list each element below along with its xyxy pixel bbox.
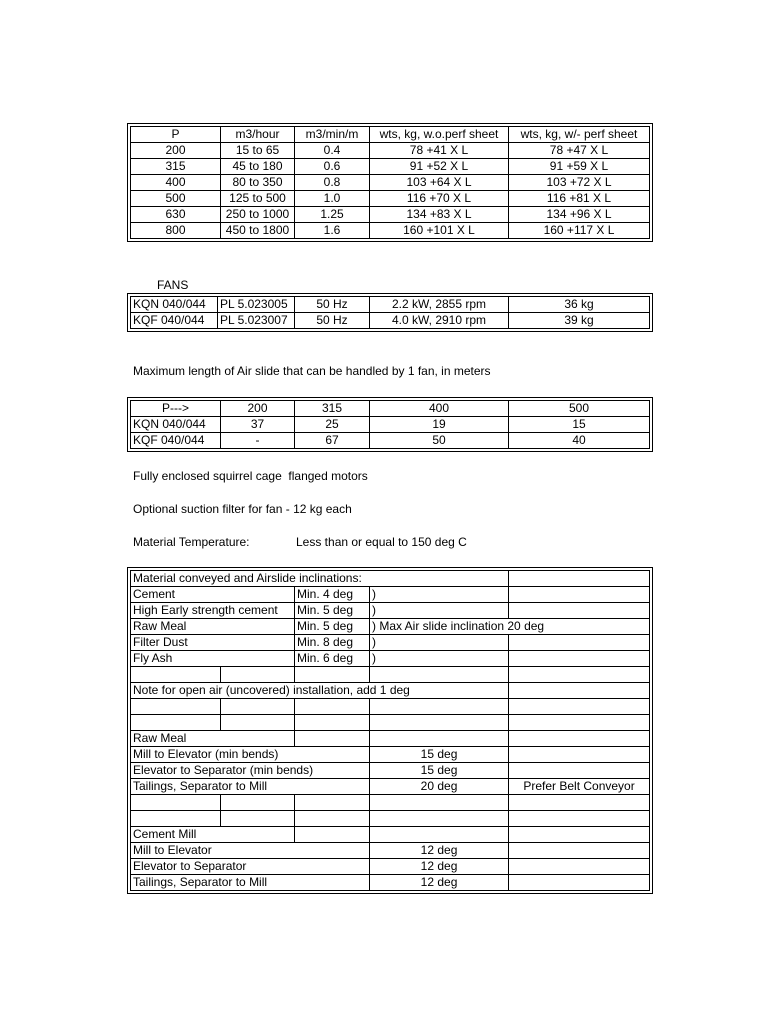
table-row	[131, 747, 650, 763]
filter-note: Optional suction filter for fan - 12 kg each	[133, 502, 352, 516]
table-cell	[509, 587, 650, 603]
min-inclination: Min. 6 deg	[295, 651, 370, 667]
table-cell: KQN 040/044	[131, 297, 218, 313]
material-name: Fly Ash	[131, 651, 295, 667]
table-cell	[509, 827, 650, 843]
table-row	[131, 843, 650, 859]
min-inclination: Min. 5 deg	[295, 603, 370, 619]
table-cell	[370, 811, 509, 827]
table-cell	[370, 795, 509, 811]
table-row	[131, 699, 650, 715]
column-header: 500	[509, 401, 650, 417]
section-title: Cement Mill	[131, 827, 295, 843]
route-inclination: 15 deg	[370, 763, 509, 779]
table-cell: 40	[509, 433, 650, 449]
table-cell: 0.4	[295, 143, 370, 159]
table-cell: 500	[131, 191, 221, 207]
inclinations-table	[130, 570, 650, 891]
table-cell	[295, 699, 370, 715]
table-cell	[221, 795, 295, 811]
table-cell: 50	[370, 433, 509, 449]
table-row	[131, 763, 650, 779]
table-row	[131, 635, 650, 651]
bracket-note: )	[370, 603, 509, 619]
table-cell	[509, 811, 650, 827]
table-cell: 250 to 1000	[221, 207, 295, 223]
table-row	[131, 191, 650, 207]
route-remark	[509, 747, 650, 763]
column-header: P--->	[131, 401, 221, 417]
table-cell: 50 Hz	[295, 313, 370, 329]
table-cell: KQF 040/044	[131, 433, 221, 449]
table-row	[131, 683, 650, 699]
table-row	[131, 827, 650, 843]
column-header: 400	[370, 401, 509, 417]
table-cell: KQF 040/044	[131, 313, 218, 329]
table-row	[131, 619, 650, 635]
table-cell: 1.6	[295, 223, 370, 239]
route-name: Elevator to Separator (min bends)	[131, 763, 370, 779]
table-row	[131, 731, 650, 747]
bracket-note: )	[370, 635, 509, 651]
material-name: Filter Dust	[131, 635, 295, 651]
table-cell	[221, 699, 295, 715]
table-row	[131, 667, 650, 683]
table-row	[131, 297, 650, 313]
table-cell	[509, 603, 650, 619]
table-cell	[295, 795, 370, 811]
table-cell	[509, 651, 650, 667]
temperature-label: Material Temperature:	[133, 535, 250, 549]
table-cell: 116 +81 X L	[509, 191, 650, 207]
column-header: 315	[295, 401, 370, 417]
table-cell: 50 Hz	[295, 297, 370, 313]
route-inclination: 12 deg	[370, 859, 509, 875]
table-cell: 67	[295, 433, 370, 449]
motors-note: Fully enclosed squirrel cage flanged motors	[133, 469, 368, 483]
table-cell: 315	[131, 159, 221, 175]
table-cell: 78 +47 X L	[509, 143, 650, 159]
sizes-table	[130, 126, 650, 239]
route-remark	[509, 843, 650, 859]
route-remark: Prefer Belt Conveyor	[509, 779, 650, 795]
table-cell: 125 to 500	[221, 191, 295, 207]
temperature-value: Less than or equal to 150 deg C	[296, 535, 467, 549]
table-cell	[131, 715, 221, 731]
column-header: wts, kg, w.o.perf sheet	[370, 127, 509, 143]
column-header: m3/min/m	[295, 127, 370, 143]
table-cell: PL 5.023007	[218, 313, 295, 329]
route-name: Elevator to Separator	[131, 859, 370, 875]
table-cell: 450 to 1800	[221, 223, 295, 239]
column-header: P	[131, 127, 221, 143]
table-row	[131, 207, 650, 223]
table-cell	[370, 827, 509, 843]
table-cell	[295, 731, 370, 747]
fans-label: FANS	[157, 278, 189, 292]
table-cell	[295, 715, 370, 731]
table-cell	[370, 715, 509, 731]
table-cell: 160 +117 X L	[509, 223, 650, 239]
table-cell	[370, 667, 509, 683]
table-cell	[295, 827, 370, 843]
route-inclination: 15 deg	[370, 747, 509, 763]
table-row	[131, 795, 650, 811]
table-cell	[509, 699, 650, 715]
column-header: 200	[221, 401, 295, 417]
column-header: m3/hour	[221, 127, 295, 143]
table-row	[131, 587, 650, 603]
route-name: Mill to Elevator	[131, 843, 370, 859]
bracket-note: )	[370, 587, 509, 603]
route-remark	[509, 859, 650, 875]
table-header-row	[131, 127, 650, 143]
table-cell: 36 kg	[509, 297, 650, 313]
min-inclination: Min. 5 deg	[295, 619, 370, 635]
column-header: wts, kg, w/- perf sheet	[509, 127, 650, 143]
table-cell: 1.25	[295, 207, 370, 223]
table-row	[131, 811, 650, 827]
table-cell: 160 +101 X L	[370, 223, 509, 239]
table-cell: 15 to 65	[221, 143, 295, 159]
table-cell: PL 5.023005	[218, 297, 295, 313]
table-cell: 4.0 kW, 2910 rpm	[370, 313, 509, 329]
material-name: High Early strength cement	[131, 603, 295, 619]
table-cell: 103 +64 X L	[370, 175, 509, 191]
table-cell	[221, 715, 295, 731]
table-cell	[221, 667, 295, 683]
section-title: Material conveyed and Airslide inclinations:	[131, 571, 509, 587]
table-row	[131, 223, 650, 239]
table-cell: 1.0	[295, 191, 370, 207]
table-cell	[509, 795, 650, 811]
table-cell	[509, 731, 650, 747]
bracket-note: )	[370, 651, 509, 667]
table-cell	[131, 795, 221, 811]
route-remark	[509, 875, 650, 891]
min-inclination: Min. 8 deg	[295, 635, 370, 651]
section-title: Raw Meal	[131, 731, 295, 747]
route-inclination: 12 deg	[370, 843, 509, 859]
route-inclination: 20 deg	[370, 779, 509, 795]
table-cell	[295, 667, 370, 683]
table-cell: 134 +83 X L	[370, 207, 509, 223]
table-cell	[221, 811, 295, 827]
table-cell: 400	[131, 175, 221, 191]
table-cell	[509, 715, 650, 731]
table-cell: 630	[131, 207, 221, 223]
table-cell: 2.2 kW, 2855 rpm	[370, 297, 509, 313]
route-name: Mill to Elevator (min bends)	[131, 747, 370, 763]
table-cell	[509, 635, 650, 651]
material-name: Raw Meal	[131, 619, 295, 635]
table-cell	[509, 667, 650, 683]
table-cell	[295, 811, 370, 827]
table-row	[131, 433, 650, 449]
table-cell: 39 kg	[509, 313, 650, 329]
route-inclination: 12 deg	[370, 875, 509, 891]
table-cell: 80 to 350	[221, 175, 295, 191]
table-row	[131, 603, 650, 619]
table-row	[131, 143, 650, 159]
table-row	[131, 715, 650, 731]
table-cell: 0.8	[295, 175, 370, 191]
table-cell: KQN 040/044	[131, 417, 221, 433]
max-length-caption: Maximum length of Air slide that can be handled by 1 fan, in meters	[133, 364, 491, 378]
table-cell: 103 +72 X L	[509, 175, 650, 191]
table-cell: 19	[370, 417, 509, 433]
table-cell: 78 +41 X L	[370, 143, 509, 159]
table-header-row	[131, 401, 650, 417]
table-row	[131, 417, 650, 433]
table-row	[131, 571, 650, 587]
table-row	[131, 159, 650, 175]
table-cell: 37	[221, 417, 295, 433]
route-remark	[509, 763, 650, 779]
open-air-note: Note for open air (uncovered) installation, add 1 deg	[131, 683, 509, 699]
table-row	[131, 175, 650, 191]
table-cell	[131, 667, 221, 683]
bracket-note: ) Max Air slide inclination 20 deg	[370, 619, 650, 635]
table-cell: 116 +70 X L	[370, 191, 509, 207]
fans-table	[130, 296, 650, 329]
table-cell	[509, 683, 650, 699]
table-cell	[509, 571, 650, 587]
material-name: Cement	[131, 587, 295, 603]
table-row	[131, 651, 650, 667]
table-cell: 91 +52 X L	[370, 159, 509, 175]
table-cell	[131, 811, 221, 827]
max-length-table	[130, 400, 650, 449]
table-cell: 0.6	[295, 159, 370, 175]
table-cell: 800	[131, 223, 221, 239]
min-inclination: Min. 4 deg	[295, 587, 370, 603]
table-row	[131, 779, 650, 795]
table-cell: 15	[509, 417, 650, 433]
table-cell: 200	[131, 143, 221, 159]
route-name: Tailings, Separator to Mill	[131, 875, 370, 891]
table-cell: 134 +96 X L	[509, 207, 650, 223]
route-name: Tailings, Separator to Mill	[131, 779, 370, 795]
table-cell	[131, 699, 221, 715]
table-row	[131, 859, 650, 875]
table-cell: -	[221, 433, 295, 449]
table-cell: 25	[295, 417, 370, 433]
table-cell	[370, 731, 509, 747]
table-cell: 45 to 180	[221, 159, 295, 175]
table-row	[131, 875, 650, 891]
table-cell	[370, 699, 509, 715]
table-cell: 91 +59 X L	[509, 159, 650, 175]
table-row	[131, 313, 650, 329]
